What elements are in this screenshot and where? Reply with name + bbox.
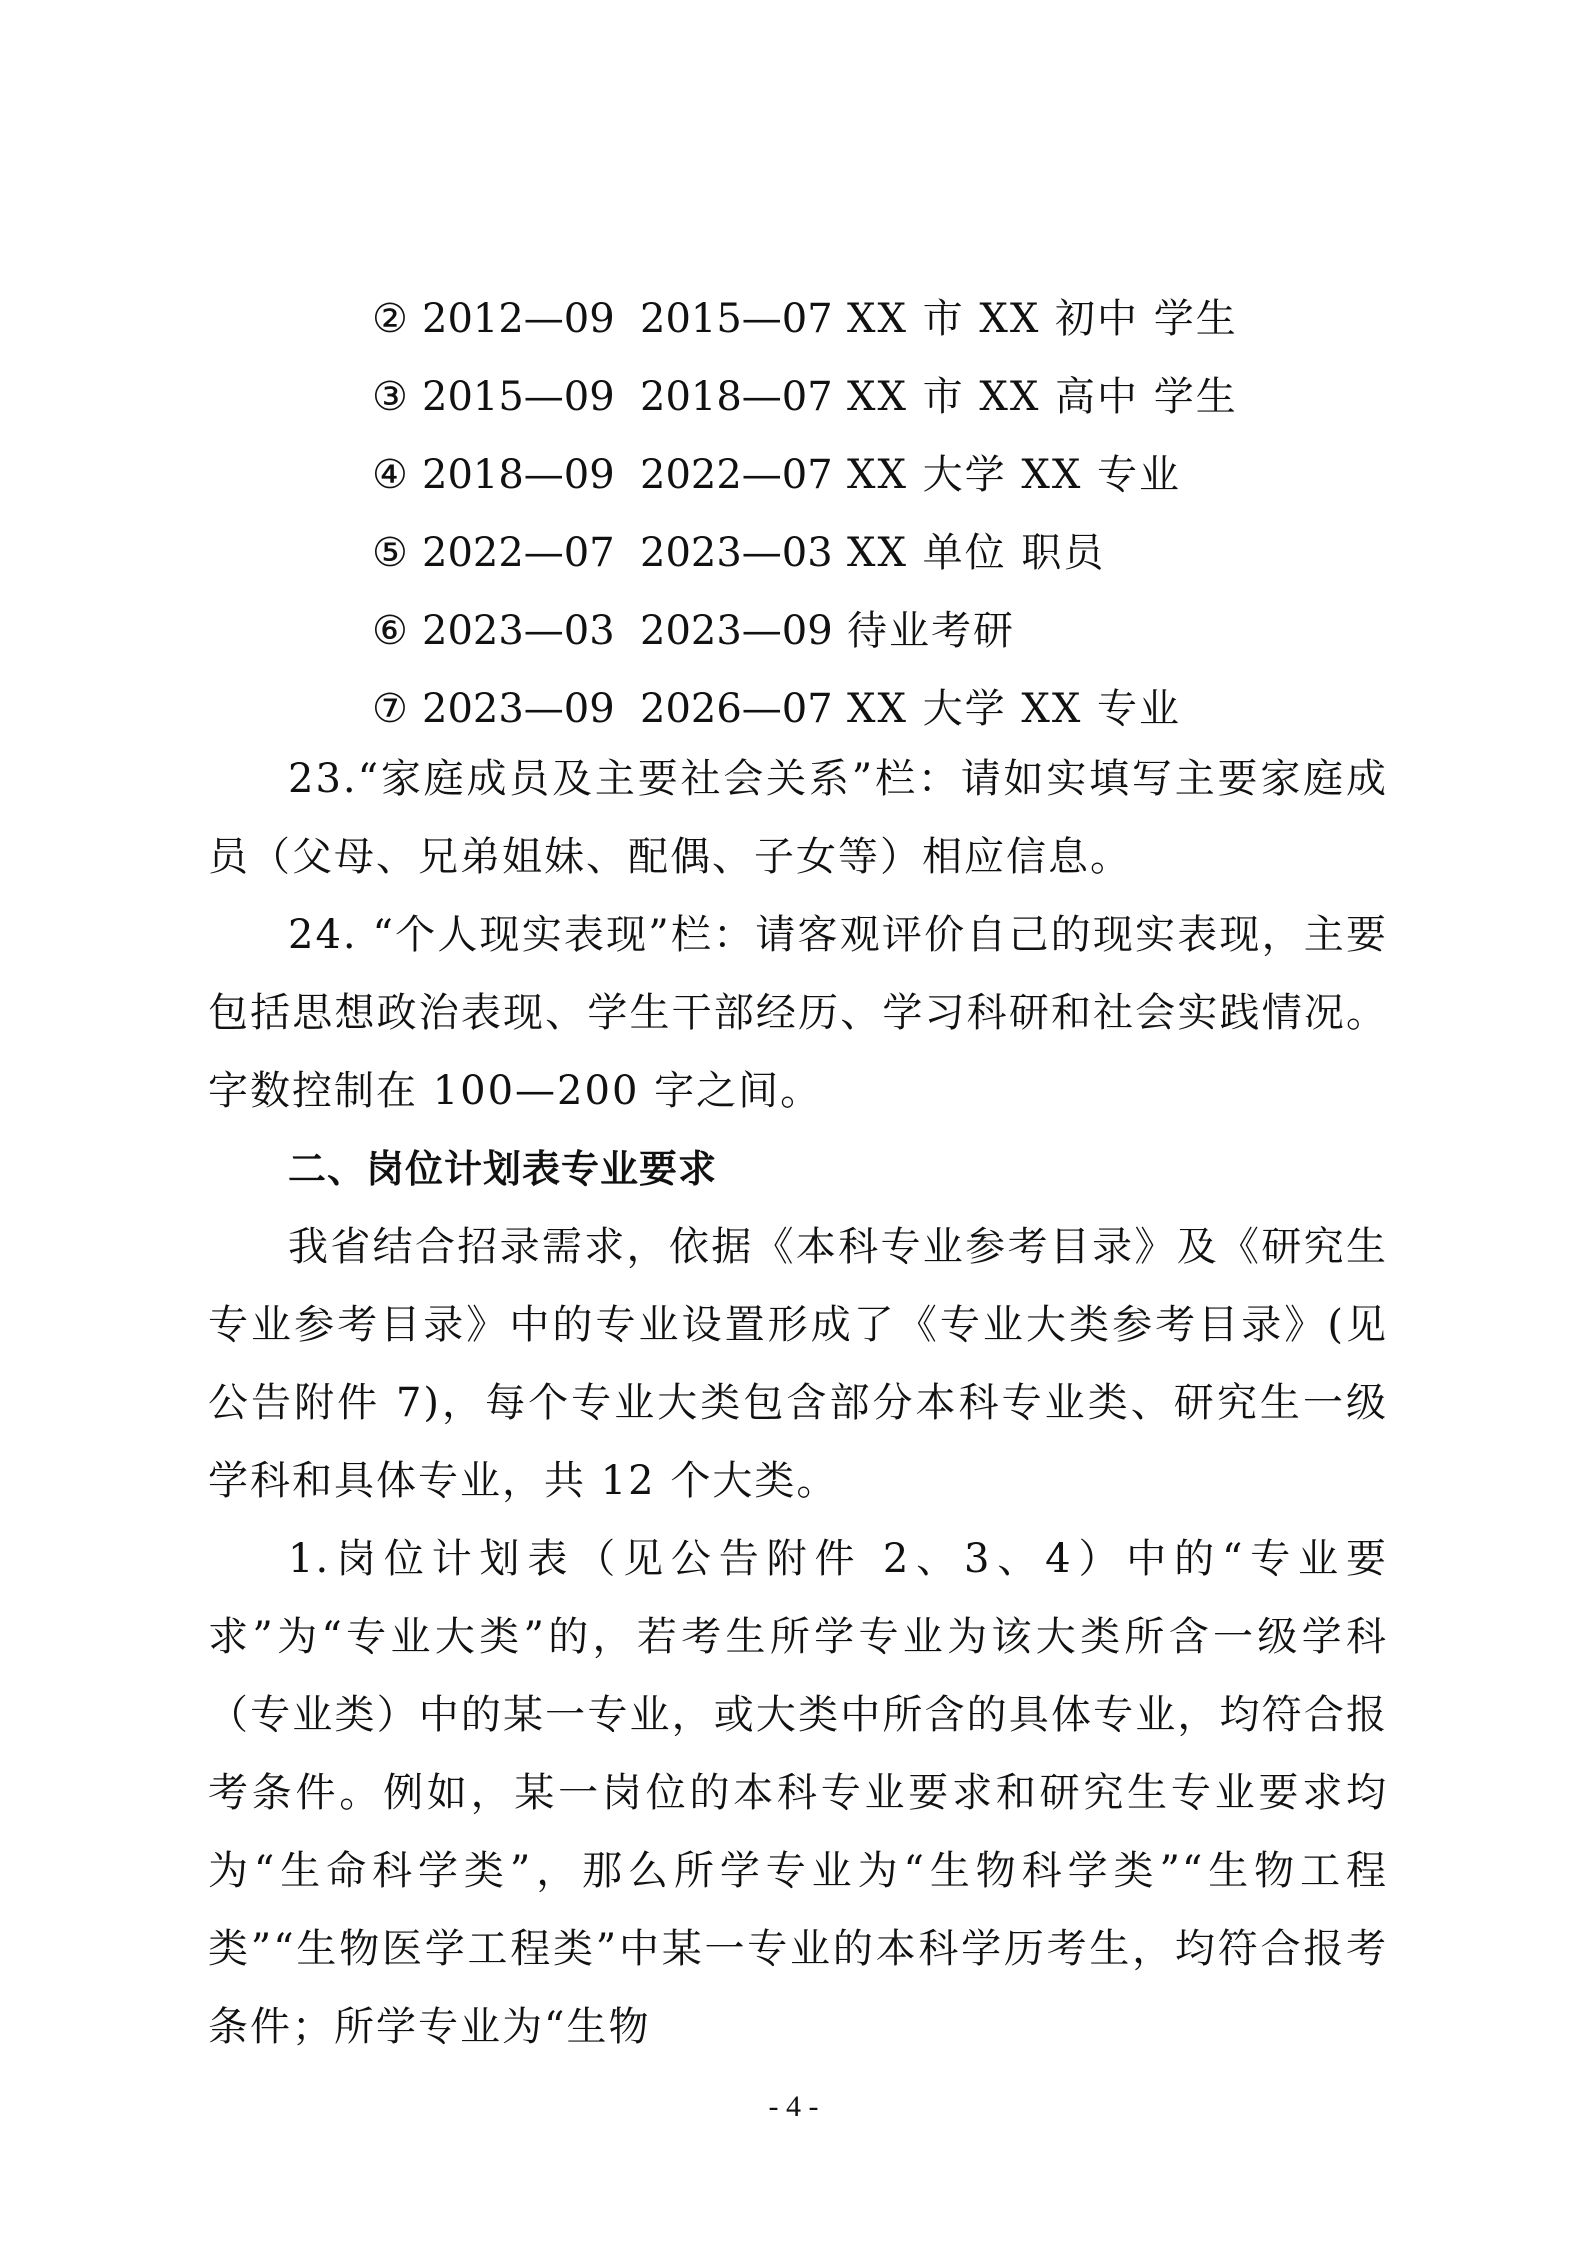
paragraph-item-1: 1.岗位计划表（见公告附件 2、3、4）中的“专业要求”为“专业大类”的，若考生所学专业为该大类所含一级学科（专业类）中的某一专业，或大类中所含的具体专业，均符合报考条件。例如，某一岗位的本科专业要求和研究生专业要求均为“生命科学类”，那么所学专业为“生物科学类”“生物工程类”“生物医学工程类”中某一专业的本科学历考生，均符合报考条件；所学专业为“生物: [208, 1536, 1388, 2050]
education-timeline: [372, 280, 1372, 748]
timeline-description: XX 单位 职员: [847, 530, 1106, 576]
timeline-start: 2015—09: [422, 374, 615, 420]
timeline-end: 2018—07: [640, 374, 833, 420]
timeline-start: 2022—07: [422, 530, 615, 576]
timeline-start: 2023—09: [422, 686, 615, 732]
timeline-entry: [372, 358, 1372, 436]
timeline-entry: [372, 514, 1372, 592]
timeline-marker: ⑤: [372, 530, 408, 576]
timeline-description: XX 大学 XX 专业: [847, 452, 1182, 498]
timeline-end: 2022—07: [640, 452, 833, 498]
timeline-entry: [372, 280, 1372, 358]
timeline-entry: [372, 592, 1372, 670]
timeline-entry: [372, 670, 1372, 748]
section-heading: 二、岗位计划表专业要求: [288, 1147, 718, 1191]
timeline-end: 2026—07: [640, 686, 833, 732]
timeline-description: XX 大学 XX 专业: [847, 686, 1182, 732]
timeline-start: 2018—09: [422, 452, 615, 498]
timeline-entry: [372, 436, 1372, 514]
timeline-description: 待业考研: [847, 608, 1015, 654]
timeline-marker: ④: [372, 452, 408, 498]
timeline-end: 2023—03: [640, 530, 833, 576]
paragraph-personal-performance: 24. “个人现实表现”栏：请客观评价自己的现实表现，主要包括思想政治表现、学生干部经历、学习科研和社会实践情况。字数控制在 100—200 字之间。: [208, 912, 1388, 1114]
paragraph-family-members: 23.“家庭成员及主要社会关系”栏：请如实填写主要家庭成员（父母、兄弟姐妹、配偶、子女等）相应信息。: [208, 756, 1388, 880]
page-number: - 4 -: [768, 2090, 819, 2123]
timeline-description: XX 市 XX 初中 学生: [847, 296, 1238, 342]
timeline-marker: ③: [372, 374, 408, 420]
timeline-end: 2023—09: [640, 608, 833, 654]
timeline-description: XX 市 XX 高中 学生: [847, 374, 1238, 420]
timeline-marker: ⑥: [372, 608, 408, 654]
paragraph-major-catalog: 我省结合招录需求，依据《本科专业参考目录》及《研究生专业参考目录》中的专业设置形成了《专业大类参考目录》(见公告附件 7)，每个专业大类包含部分本科专业类、研究生一级学科和具体专业，共 12 个大类。: [208, 1224, 1388, 1504]
timeline-start: 2023—03: [422, 608, 615, 654]
timeline-marker: ②: [372, 296, 408, 342]
timeline-marker: ⑦: [372, 686, 408, 732]
timeline-end: 2015—07: [640, 296, 833, 342]
timeline-start: 2012—09: [422, 296, 615, 342]
body-text: [208, 740, 1388, 2066]
